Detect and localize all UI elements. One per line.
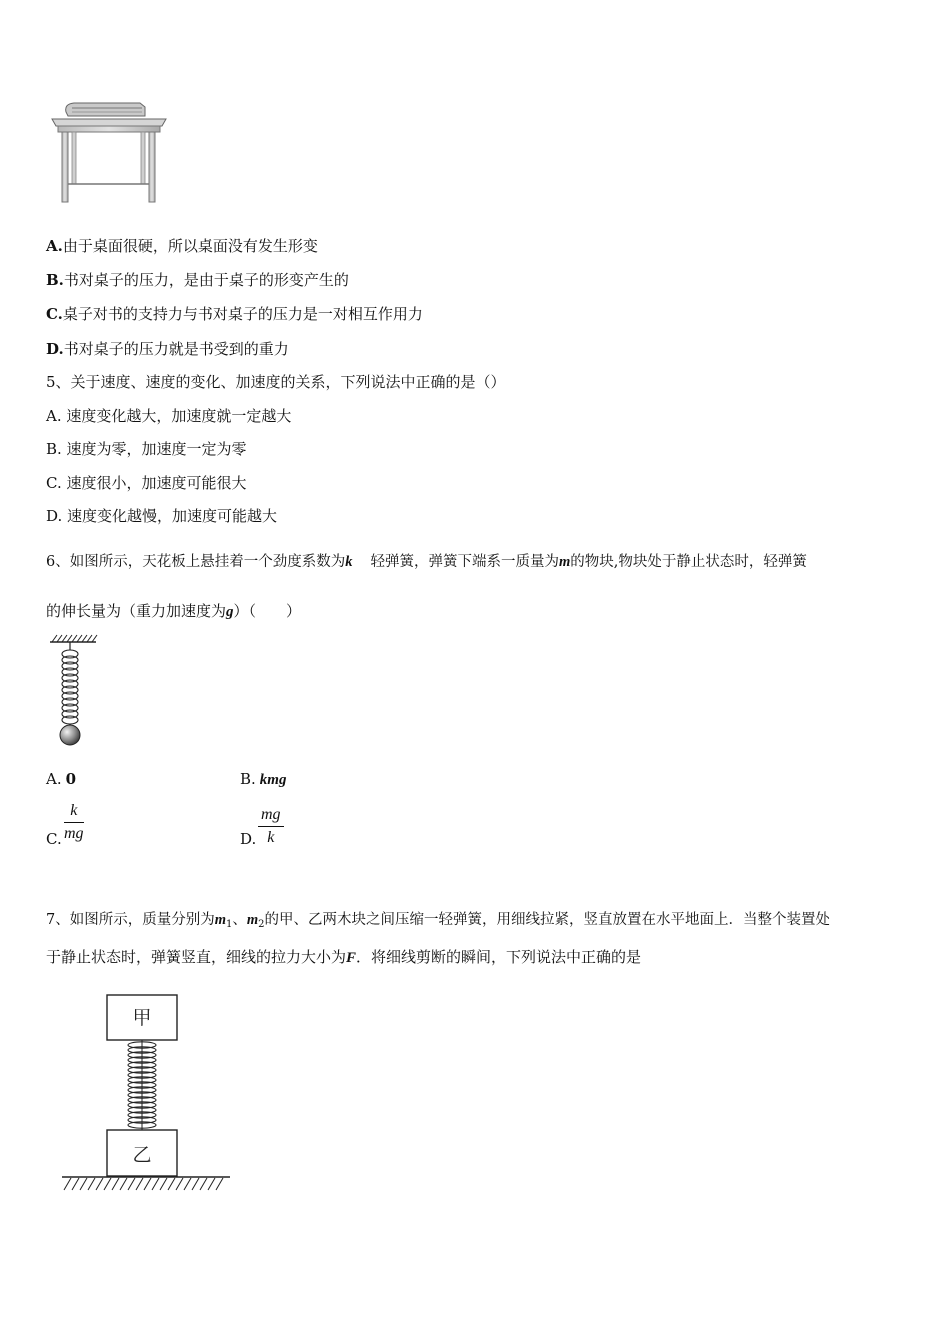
option-text: 书对桌子的压力，是由于桌子的形变产生的	[63, 271, 349, 289]
q7-stem-d: ．将细线剪断的瞬间，下列说法中正确的是	[356, 948, 642, 966]
q6-stem-a: 6、如图所示，天花板上悬挂着一个劲度系数为	[46, 554, 346, 570]
q4-option-a	[46, 236, 318, 256]
var-m: m	[558, 554, 571, 570]
q6-option-d-label: D.	[240, 830, 257, 848]
q5-option-d: D. 速度变化越慢，加速度可能越大	[46, 507, 278, 525]
q5-option-a: A. 速度变化越大，加速度就一定越大	[46, 407, 292, 425]
q6-stem-e: ）（ ）	[233, 602, 302, 620]
q7-stem-c: 于静止状态时，弹簧竖直，细线的拉力大小为	[46, 948, 347, 966]
fraction-numerator: mg	[258, 806, 284, 827]
q7-stem-line2	[46, 947, 641, 968]
fraction-denominator: mg	[64, 825, 84, 842]
q7-stem-a: 7、如图所示，质量分别为	[46, 912, 215, 928]
hanging-spring-figure	[46, 632, 102, 750]
q5-option-b: B. 速度为零，加速度一定为零	[46, 440, 247, 458]
option-letter: C.	[46, 305, 63, 323]
option-value: 0	[65, 770, 77, 788]
option-label: A.	[46, 770, 62, 788]
q4-option-c	[46, 304, 423, 324]
q4-option-b	[46, 270, 349, 290]
q7-separator: 、	[232, 912, 247, 928]
q6-option-b	[240, 769, 286, 790]
option-text: 由于桌面很硬，所以桌面没有发生形变	[62, 237, 318, 255]
q6-option-d-fraction	[258, 806, 284, 847]
fraction-denominator: k	[267, 829, 275, 846]
var-g: g	[226, 604, 234, 620]
var-m1-subscript: 1	[226, 919, 233, 930]
q6-stem-c: 的物块,物块处于静止状态时，轻弹簧	[570, 554, 807, 570]
var-F: F	[346, 950, 357, 966]
q6-stem-line2	[46, 601, 301, 622]
q6-option-a	[46, 769, 76, 789]
option-letter: B.	[46, 271, 64, 289]
q4-option-d	[46, 339, 289, 359]
var-k: k	[345, 554, 353, 570]
q7-stem-line1	[46, 910, 830, 935]
fraction-numerator: k	[64, 802, 84, 823]
block-jia-label: 甲	[132, 1007, 152, 1029]
q7-stem-b: 的甲、乙两木块之间压缩一轻弹簧，用细线拉紧，竖直放置在水平地面上．当整个装置处	[264, 912, 831, 928]
q6-stem-b: 轻弹簧，弹簧下端系一质量为	[370, 554, 559, 570]
q6-option-c-fraction	[64, 802, 84, 843]
option-text: 桌子对书的支持力与书对桌子的压力是一对相互作用力	[62, 305, 423, 323]
option-label: B.	[240, 770, 256, 788]
var-m2-subscript: 2	[258, 919, 265, 930]
option-text: 书对桌子的压力就是书受到的重力	[63, 340, 289, 358]
var-m2: m	[246, 912, 259, 928]
q5-option-c: C. 速度很小，加速度可能很大	[46, 474, 247, 492]
book-on-table-figure	[48, 98, 170, 206]
option-value: kmg	[259, 772, 287, 788]
block-yi-label: 乙	[132, 1144, 152, 1166]
q6-option-c-label: C.	[46, 830, 62, 848]
q6-stem-d: 的伸长量为（重力加速度为	[46, 602, 227, 620]
blocks-spring-figure	[62, 992, 234, 1192]
option-letter: A.	[46, 237, 63, 255]
var-m1: m	[214, 912, 227, 928]
q6-stem-line1	[46, 552, 807, 572]
option-letter: D.	[46, 340, 64, 358]
q5-stem: 5、关于速度、速度的变化、加速度的关系，下列说法中正确的是（）	[46, 373, 506, 391]
